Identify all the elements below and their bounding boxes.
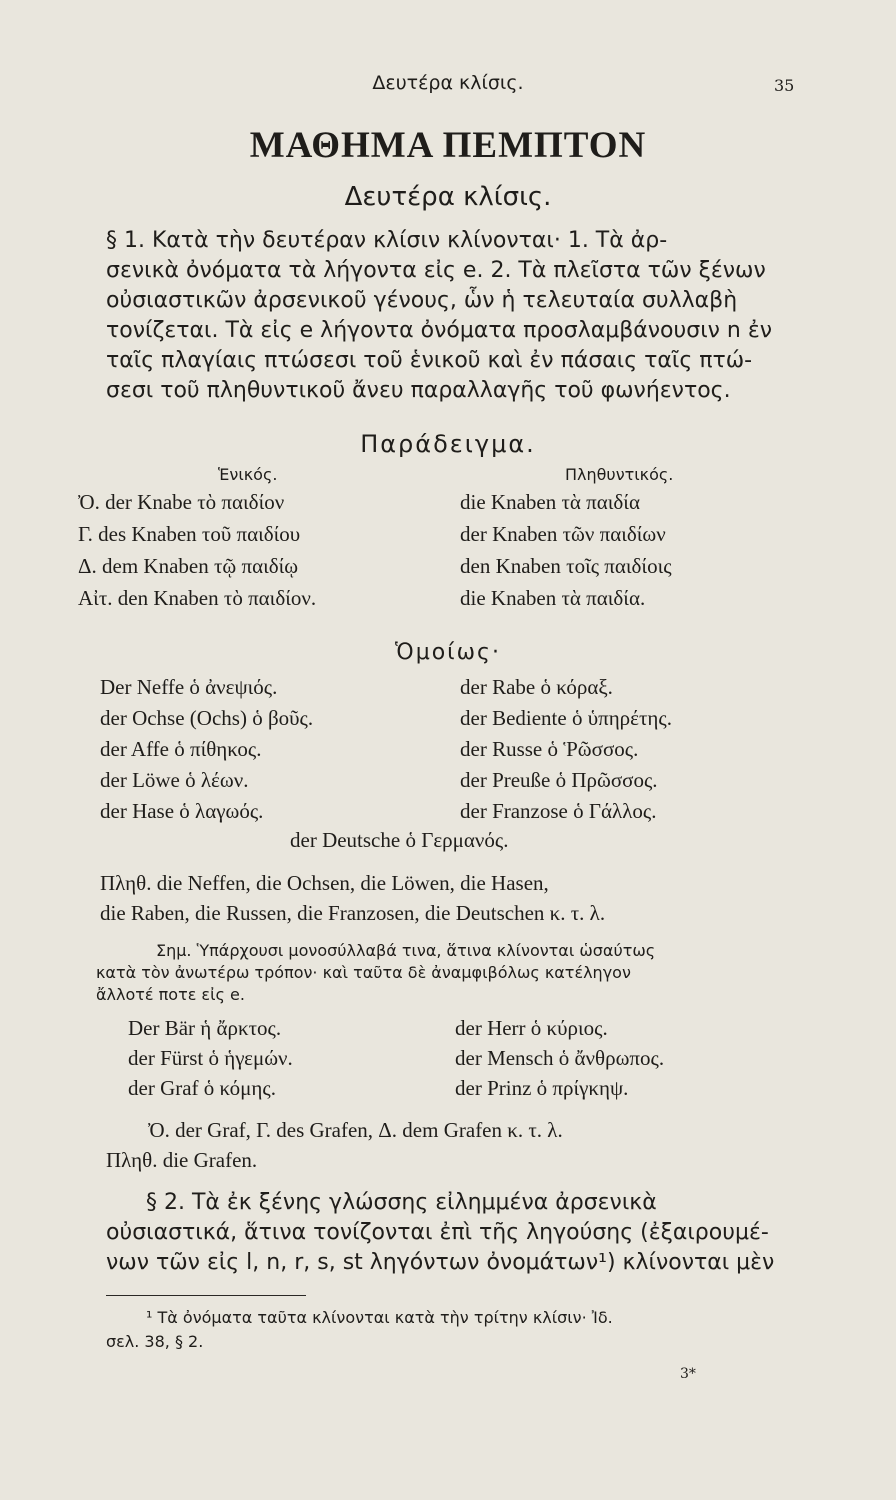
note-line: Σημ. Ὑπάρχουσι μονοσύλλαβά τινα, ἅτινα κλίνονται ὡσαύτως — [156, 941, 656, 960]
mono-right-row: der Prinz ὁ πρίγκηψ. — [455, 1076, 629, 1100]
mono-left-row: Der Bär ἡ ἄρκτος. — [128, 1016, 282, 1040]
text-line: οὐσιαστικά, ἅτινα τονίζονται ἐπὶ τῆς ληγούσης (ἐξαιρουμέ- — [106, 1220, 769, 1245]
singular-row: Δ. dem Knaben τῷ παιδίῳ — [78, 554, 299, 578]
text-line: die Raben, die Russen, die Franzosen, die Deutschen κ. τ. λ. — [100, 901, 606, 925]
note-line: ἄλλοτέ ποτε εἰς e. — [96, 985, 245, 1004]
likewise-left-row: der Affe ὁ πίθηκος. — [100, 737, 262, 761]
footnote-rule — [106, 1295, 306, 1296]
singular-row: Γ. des Knaben τοῦ παιδίου — [78, 522, 301, 546]
likewise-left-row: der Löwe ὁ λέων. — [100, 768, 249, 792]
plural-row: die Knaben τὰ παιδία. — [460, 586, 646, 610]
likewise-left-row: der Hase ὁ λαγωός. — [100, 799, 264, 823]
text-line: νων τῶν εἰς l, n, r, s, st ληγόντων ὀνομάτων¹) κλίνονται μὲν — [106, 1250, 775, 1275]
running-head: Δευτέρα κλίσις. — [372, 72, 524, 94]
mono-left-row: der Fürst ὁ ἡγεμών. — [128, 1046, 293, 1070]
section-2-paragraph — [106, 1188, 796, 1278]
note-line: κατὰ τὸν ἀνωτέρω τρόπον· καὶ ταῦτα δὲ ἀναμφιβόλως κατέληγον — [96, 963, 631, 982]
text-line: σεσι τοῦ πληθυντικοῦ ἄνευ παραλλαγῆς τοῦ φωνήεντος. — [106, 378, 731, 403]
example-heading: Παράδειγμα. — [360, 430, 536, 458]
likewise-left-row: Der Neffe ὁ ἀνεψιός. — [100, 675, 278, 699]
plural-paragraph — [100, 868, 800, 928]
lesson-subtitle: Δευτέρα κλίσις. — [344, 182, 552, 212]
likewise-right-row: der Franzose ὁ Γάλλος. — [460, 799, 657, 823]
footnote-line: ¹ Τὰ ὀνόματα ταῦτα κλίνονται κατὰ τὴν τρίτην κλίσιν· Ἰδ. — [146, 1308, 613, 1327]
mono-right-row: der Mensch ὁ ἄνθρωπος. — [455, 1046, 665, 1070]
text-line: τονίζεται. Τὰ εἰς e λήγοντα ὀνόματα προσλαμβάνουσιν n ἐν — [106, 318, 773, 343]
footnote-line: σελ. 38, § 2. — [106, 1332, 204, 1351]
plural-row: den Knaben τοῖς παιδίοις — [460, 554, 672, 578]
graf-line: Πληθ. die Grafen. — [106, 1148, 258, 1172]
plural-label: Πληθυντικός. — [565, 465, 674, 484]
text-line: § 1. Κατὰ τὴν δευτέραν κλίσιν κλίνονται· 1. Τὰ ἀρ- — [106, 228, 668, 253]
lesson-title: ΜΑΘΗΜΑ ΠΕΜΠΤΟΝ — [249, 125, 647, 166]
text-line: ταῖς πλαγίαις πτώσεσι τοῦ ἑνικοῦ καὶ ἐν πάσαις ταῖς πτώ- — [106, 348, 753, 373]
signature-mark: 3* — [680, 1366, 696, 1382]
likewise-right-row: der Russe ὁ Ῥῶσσος. — [460, 737, 639, 761]
likewise-right-row: der Bediente ὁ ὑπηρέτης. — [460, 706, 672, 730]
plural-row: der Knaben τῶν παιδίων — [460, 522, 666, 546]
text-line: § 2. Τὰ ἐκ ξένης γλώσσης εἰλημμένα ἀρσενικὰ — [146, 1190, 657, 1215]
page-number: 35 — [774, 76, 795, 95]
likewise-left-row: der Ochse (Ochs) ὁ βοῦς. — [100, 706, 314, 730]
section-1-paragraph — [106, 226, 796, 406]
singular-row: Ὀ. der Knabe τὸ παιδίον — [78, 490, 285, 514]
singular-row: Αἰτ. den Knaben τὸ παιδίον. — [78, 586, 317, 610]
graf-line: Ὀ. der Graf, Γ. des Grafen, Δ. dem Grafen κ. τ. λ. — [148, 1118, 563, 1142]
likewise-right-row: der Preuße ὁ Πρῶσσος. — [460, 768, 658, 792]
likewise-right-row: der Rabe ὁ κόραξ. — [460, 675, 613, 699]
text-line: σενικὰ ὀνόματα τὰ λήγοντα εἰς e. 2. Τὰ πλεῖστα τῶν ξένων — [106, 258, 766, 283]
likewise-heading: Ὁμοίως· — [395, 640, 501, 665]
mono-right-row: der Herr ὁ κύριος. — [455, 1016, 608, 1040]
text-line: Πληθ. die Neffen, die Ochsen, die Löwen, die Hasen, — [100, 871, 549, 895]
text-line: οὐσιαστικῶν ἀρσενικοῦ γένους, ὧν ἡ τελευταία συλλαβὴ — [106, 288, 738, 313]
plural-row: die Knaben τὰ παιδία — [460, 490, 640, 514]
note-block — [96, 940, 655, 1006]
likewise-last-row: der Deutsche ὁ Γερμανός. — [290, 828, 509, 852]
mono-left-row: der Graf ὁ κόμης. — [128, 1076, 276, 1100]
singular-label: Ἑνικός. — [218, 465, 278, 484]
footnote — [106, 1306, 613, 1354]
